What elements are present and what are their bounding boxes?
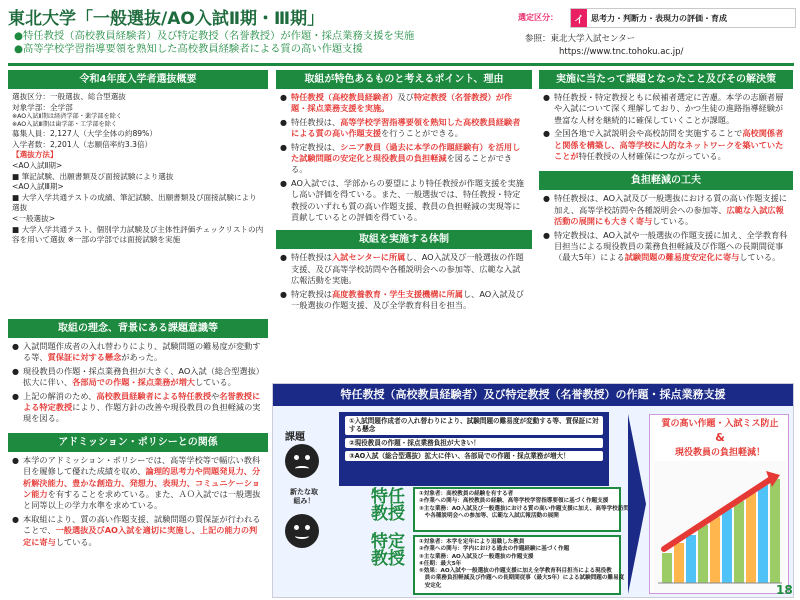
list-item: ● 特定教授は、シニア教員（過去に本学の作題経験有）を活用した試験問題の安定化と現役教員の負担軽減を図ることができる。 (280, 142, 528, 176)
overview-line: 対象学部：全学部 (12, 102, 73, 112)
list-item: ● 本取組により、質の高い作題支援、試験問題の質保証が行われることで、一般選抜及びAO入試を適切に実施し、上記の能力の判定に寄与している。 (12, 514, 264, 548)
section-burden-title: 負担軽減の工夫 (539, 171, 793, 190)
new-initiative-label: 新たな取組み！ (290, 488, 318, 505)
overview-method-heading: 【選抜方法】 (12, 150, 58, 160)
column-middle (276, 70, 532, 317)
overview-line: <AO入試Ⅲ期> (12, 182, 64, 192)
infographic-title: 特任教授（高校教員経験者）及び特定教授（名誉教授）の作題・採点業務支援 (273, 384, 793, 406)
subtitle-block (14, 30, 414, 56)
section-structure-body (276, 249, 532, 316)
special-professor-label: 特任教授 (371, 487, 405, 524)
overview-line: <一般選抜> (12, 213, 56, 223)
list-item: ● 特任教授（高校教員経験者）及び特定教授（名誉教授）が作題・採点業務支援を実施。 (280, 92, 528, 115)
list-item: ● 上記の解消のため、高校教員経験者による特任教授や名誉教授による特定教授により、作題方針の改善や現役教員の負担軽減の実現を図る。 (12, 391, 264, 425)
list-item: ● AO入試では、学部からの要望により特任教授が作題支援を実施し高い評価を得ている。また、一般選抜では、特任教授・特定教授のいずれも質の高い作題支援、教員の負担軽減の実現等に貢献しているとの評価を得ている。 (280, 178, 528, 224)
column-right (539, 70, 793, 269)
list-item: ● 特任教授・特定教授ともに候補者選定に苦慮。本学の志願者層や入試について深く理解しており、かつ生徒の進路指導経験が豊富な人材を継続的に確保していくことが課題。 (543, 92, 789, 126)
overview-line: 入学者数：2,201人（志願倍率約3.3倍） (12, 139, 153, 149)
category-text: 思考力・判断力・表現力の評価・育成 (591, 13, 727, 23)
subtitle-line-2: ●高等学校学習指導要領を熟知した高校教員経験者による質の高い作題支援 (14, 43, 363, 55)
issue-item: ②現役教員の作題・採点業務負担が大きい！ (345, 438, 603, 448)
page-number: 18 (776, 583, 793, 597)
section-philosophy-title: 取組の理念、背景にある課題意識等 (8, 319, 268, 338)
overview-note: ※AO入試Ⅲ期は歯学部・工学部を除く (12, 121, 118, 129)
reference-url[interactable]: https://www.tnc.tohoku.ac.jp/ (559, 47, 684, 57)
happy-face-icon (285, 514, 319, 548)
result-line-2: 現役教員の負担軽減！ (674, 448, 765, 458)
selection-category-box (570, 8, 796, 28)
list-item: ● 入試問題作成者の入れ替わりにより、試験問題の難易度が変動する等、質保証に対する懸念があった。 (12, 341, 264, 364)
section-overview-body (8, 89, 268, 315)
selection-category-label: 選定区分： (518, 13, 558, 22)
section-structure-title: 取組を実施する体制 (276, 230, 532, 249)
section-burden-body (539, 190, 793, 268)
section-features-title: 取組が特色あるものと考えるポイント、理由 (276, 70, 532, 89)
issue-list (339, 412, 609, 486)
section-philosophy-body (8, 338, 268, 430)
section-admission-policy-body (8, 452, 268, 553)
reference-label: 参照：東北大学入試センター (525, 34, 636, 44)
overview-line: 募集人員：2,127人（大学全体の約89%） (12, 129, 157, 139)
list-item: ● 全国各地で入試説明会や高校訪問を実施することで高校関係者と関係を構築し、高等学校に人的なネットワークを築いていたことが特任教授の人材確保につながっている。 (543, 128, 789, 162)
issue-item: ①入試問題作成者の入れ替わりにより、試験問題の難易度が変動する等、質保証に対する懸念 (345, 416, 603, 435)
right-arrow-icon (628, 414, 646, 594)
result-panel (649, 414, 789, 594)
result-ampersand: & (715, 431, 725, 444)
designated-professor-label: 特定教授 (371, 532, 405, 569)
issue-item: ③AO入試（総合型選抜）拡大に伴い、各部局での作題・採点業務が増大！ (345, 451, 603, 461)
overview-line: ■ 大学入学共通テスト、個別学力試験及び主体性評価チェックリストの内容を用いて選抜 ※一部の学部では面接試験を実施 (12, 224, 264, 245)
result-line-1: 質の高い作題・入試ミス防止 (661, 419, 779, 429)
overview-line: 選抜区分：一般選抜、総合型選抜 (12, 92, 126, 101)
issue-label: 課題 (285, 432, 305, 443)
overview-line: ■ 大学入学共通テストの成績、筆記試験、出願書類及び面接試験により選抜 (12, 192, 257, 213)
overview-line: <AO入試Ⅱ期> (12, 160, 63, 170)
section-overview-title: 令和4年度入学者選抜概要 (8, 70, 268, 89)
section-admission-policy-title: アドミッション・ポリシーとの関係 (8, 433, 268, 452)
overview-line: ■ 筆記試験、出願書類及び面接試験により選抜 (12, 171, 174, 181)
worried-face-icon (285, 444, 319, 478)
overview-note: ※AO入試Ⅱ期は経済学部・薬学部を除く (12, 113, 123, 121)
decorative-bar-graphic (654, 461, 786, 593)
category-badge: イ (571, 9, 587, 27)
section-challenges-body (539, 89, 793, 167)
list-item: ● 本学のアドミッション・ポリシーでは、高等学校等で幅広い教科目を履修して優れた成績を収め、論理的思考力や問題発見力、分析解決能力、豊かな創造力、発想力、表現力、コミュニケーション能力を有することを求めている。また、ＡＯ入試では一般選抜と同等以上の学力水準を求めている。 (12, 455, 264, 512)
list-item: ● 特定教授は、AO入試や一般選抜の作題支援に加え、全学教育科目担当による現役教員の業務負担軽減及び作題への長期間従事（最大5年）による試験問題の難易度安定化に寄与している。 (543, 230, 789, 264)
list-item: ● 特任教授は、高等学校学習指導要領を熟知した高校教員経験者による質の高い作題支援を行うことができる。 (280, 117, 528, 140)
list-item: ● 現役教員の作題・採点業務負担が大きく、AO入試（総合型選抜）拡大に伴い、各部局での作題・採点業務が増大している。 (12, 366, 264, 389)
section-challenges-title: 実施に当たって課題となったこと及びその解決策 (539, 70, 793, 89)
list-item: ● 特任教授は入試センターに所属し、AO入試及び一般選抜の作題支援、及び高等学校訪問や各種説明会への参加等、広範な入試広報活動を実施。 (280, 252, 528, 286)
section-features-body (276, 89, 532, 228)
header-divider (8, 63, 794, 66)
list-item: ● 特定教授は高度教養教育・学生支援機構に所属し、AO入試及び一般選抜の作題支援、及び全学教育科目を担当。 (280, 289, 528, 312)
list-item: ● 特任教授は、AO入試及び一般選抜における質の高い作題支援に加え、高等学校訪問や各種説明会への参加等、広範な入試広報活動の展開にも大きく寄与している。 (543, 193, 789, 227)
special-professor-details: ①対象者：高校教員の経験を有する者 ②作業への関与：高校教員の経験、高等学校学習指導要領に基づく作題支援 ③主な業務：AO入試及び一般選抜における質の高い作題支援に加え、高等学校訪問 や各種説明会への参加等、広範な入試広報活動の展開 (413, 487, 621, 532)
page-title: 東北大学「一般選抜/AO入試Ⅱ期・Ⅲ期」 (8, 9, 325, 29)
column-left (8, 70, 268, 553)
reference-block (525, 33, 683, 59)
subtitle-line-1: ●特任教授（高校教員経験者）及び特定教授（名誉教授）が作題・採点業務支援を実施 (14, 30, 415, 42)
designated-professor-details: ①対象者：本学を定年により退職した教員 ②作業への関与：学内における過去の作題経験に基づく作題 ③主な業務：AO入試及び一般選抜の作題支援 ④任期：最大5年 ⑤効果：AO入試や一般選抜の作題支援に加え全学教育科目担当による現役教 員の業務負担軽減及び作題への長期間従事（最大5年）による試験問題の難易度 安定化 (413, 535, 621, 595)
infographic-panel (272, 383, 794, 598)
